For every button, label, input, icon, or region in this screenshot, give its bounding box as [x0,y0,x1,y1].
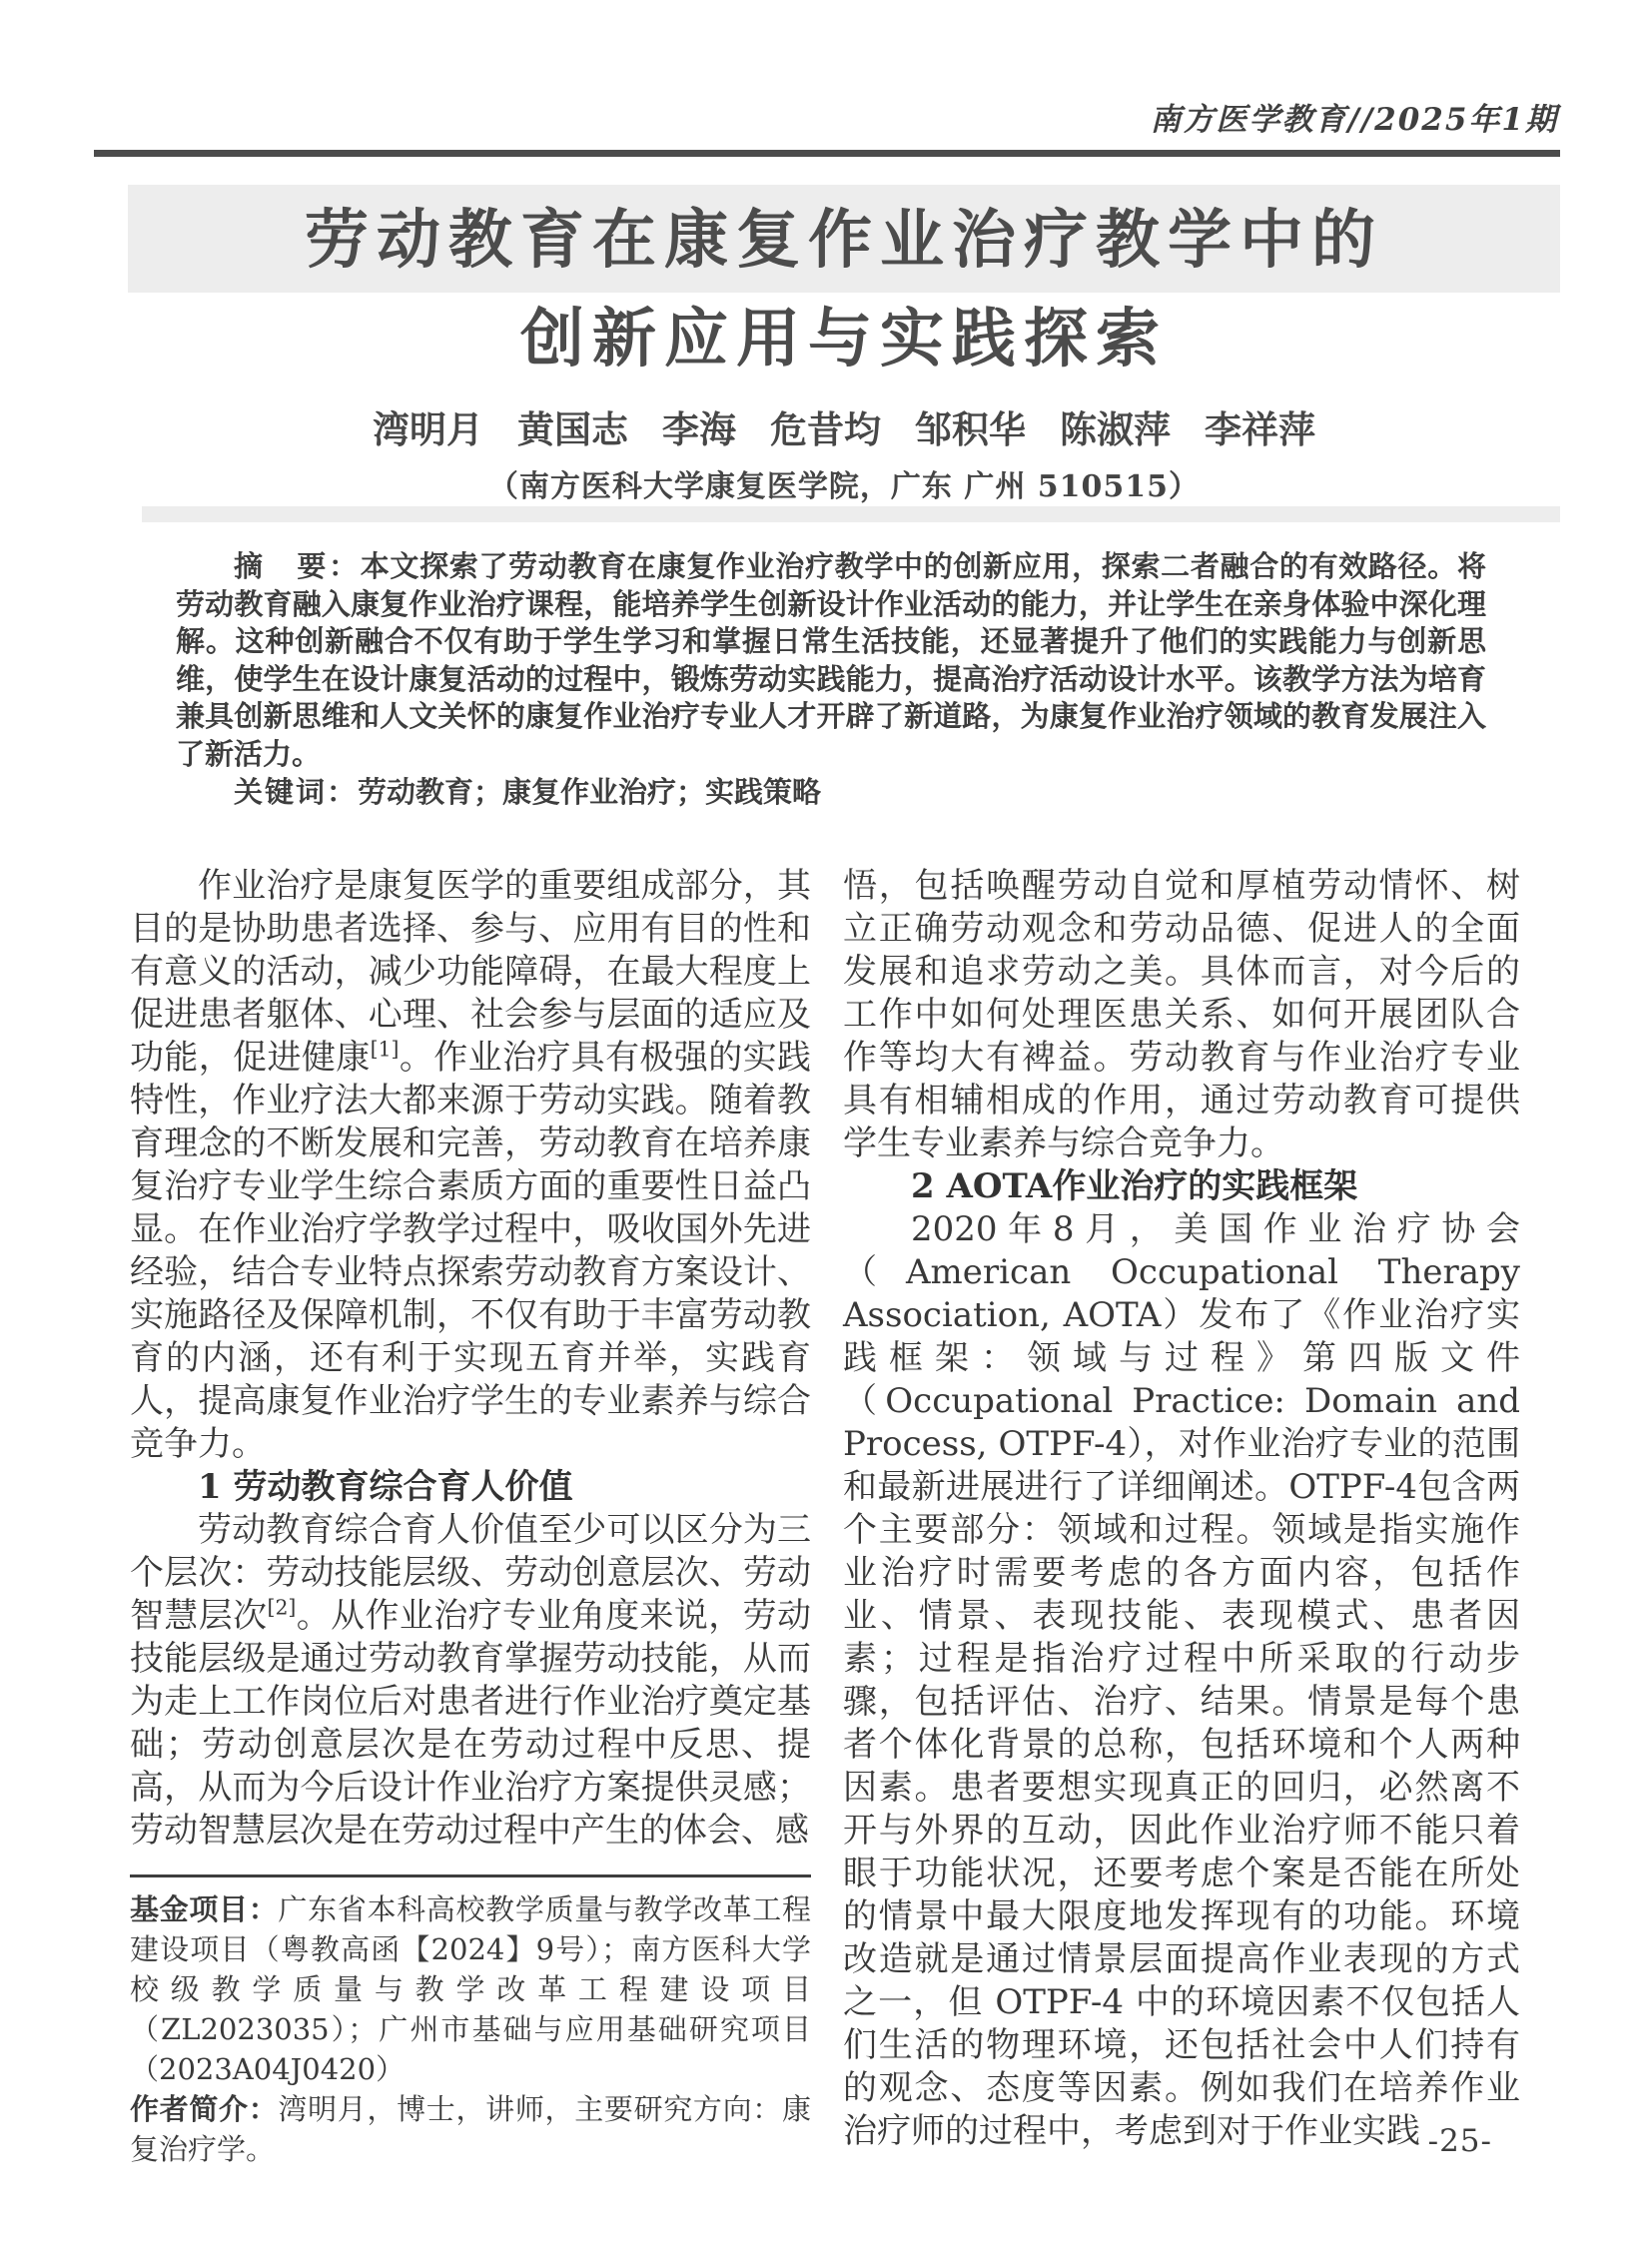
journal-header: 南方医学教育//2025年1期 [1150,102,1558,138]
author-bio-label: 作者简介： [130,2092,279,2126]
abstract-block [176,548,1486,811]
author-name: 陈淑萍 [1060,407,1171,451]
body-paragraph: 悟，包括唤醒劳动自觉和厚植劳动情怀、树立正确劳动观念和劳动品德、促进人的全面发展和追求劳动之美。具体而言，对今后的工作中如何处理医患关系、如何开展团队合作等均大有裨益。劳动教育与作业治疗专业具有相辅相成的作用，通过劳动教育可提供学生专业素养与综合竞争力。 [843,866,1520,1163]
author-name: 黄国志 [517,407,628,451]
funding-note [130,1889,811,2089]
author-name: 李祥萍 [1205,407,1315,451]
author-name: 湾明月 [373,407,483,451]
abstract-text: 本文探索了劳动教育在康复作业治疗教学中的创新应用，探索二者融合的有效路径。将劳动教育融入康复作业治疗课程，能培养学生创新设计作业活动的能力，并让学生在亲身体验中深化理解。这种创新融合不仅有助于学生学习和掌握日常生活技能，还显著提升了他们的实践能力与创新思维，使学生在设计康复活动的过程中，锻炼劳动实践能力，提高治疗活动设计水平。该教学方法为培育兼具创新思维和人文关怀的康复作业治疗专业人才开辟了新道路，为康复作业治疗领域的教育发展注入了新活力。 [176,549,1486,771]
author-list [128,399,1560,453]
body-paragraph: 作业治疗是康复医学的重要组成部分，其目的是协助患者选择、参与、应用有目的性和有意义的活动，减少功能障碍，在最大程度上促进患者躯体、心理、社会参与层面的适应及功能，促进健康[1]。作业治疗具有极强的实践特性，作业疗法大都来源于劳动实践。随着教育理念的不断发展和完善，劳动教育在培养康复治疗专业学生综合素质方面的重要性日益凸显。在作业治疗学教学过程中，吸收国外先进经验，结合专业特点探索劳动教育方案设计、实施路径及保障机制，不仅有助于丰富劳动教育的内涵，还有利于实现五育并举，实践育人，提高康复作业治疗学生的专业素养与综合竞争力。 [130,866,812,1464]
page-number: -25- [1427,2123,1492,2159]
affiliation: （南方医科大学康复医学院，广东 广州 510515） [487,469,1201,504]
title-band [128,185,1560,293]
left-column [130,865,811,1853]
article-title-line1: 劳动教育在康复作业治疗教学中的 [305,203,1383,278]
author-name: 邹积华 [915,407,1026,451]
keywords-text: 劳动教育；康复作业治疗；实践策略 [358,774,822,809]
right-column [843,865,1520,2153]
header-rule [94,150,1560,157]
author-name: 李海 [662,407,736,451]
article-title-line2: 创新应用与实践探索 [520,302,1168,376]
body-paragraph: 2020年8月，美国作业治疗协会（American Occupational Therapy Association, AOTA）发布了《作业治疗实践框架：领域与过程》第四版文件（Occupational Practice: Domain and Process, OTPF-4），对作业治疗专业的范围和最新进展进行了详细阐述。OTPF-4包含两个主要部分：领域和过程。领域是指实施作业治疗时需要考虑的各方面内容，包括作业、情景、表现技能、表现模式、患者因素；过程是指治疗过程中所采取的行动步骤，包括评估、治疗、结果。情景是每个患者个体化背景的总称，包括环境和个人两种因素。患者要想实现真正的回归，必然离不开与外界的互动，因此作业治疗师不能只着眼于功能状况，还要考虑个案是否能在所处的情景中最大限度地发挥现有的功能。环境改造就是通过情景层面提高作业表现的方式之一，但 OTPF-4 中的环境因素不仅包括人们生活的物理环境，还包括社会中人们持有的观念、态度等因素。例如我们在培养作业治疗师的过程中，考虑到对于作业实践 [843,1209,1520,2151]
body-paragraph: 劳动教育综合育人价值至少可以区分为三个层次：劳动技能层级、劳动创意层次、劳动智慧层次[2]。从作业治疗专业角度来说，劳动技能层级是通过劳动教育掌握劳动技能，从而为走上工作岗位后对患者进行作业治疗奠定基础；劳动创意层次是在劳动过程中反思、提高，从而为今后设计作业治疗方案提供灵感；劳动智慧层次是在劳动过程中产生的体会、感 [130,1510,812,1851]
section-heading: 1 劳动教育综合育人价值 [198,1467,573,1507]
author-name: 危昔均 [770,407,881,451]
author-bio-note [130,2089,811,2169]
funding-label: 基金项目： [130,1892,279,1926]
footnote-block [130,1874,811,2169]
author-bio-text: 湾明月，博士，讲师，主要研究方向：康复治疗学。 [130,2092,811,2166]
section-heading: 2 AOTA作业治疗的实践框架 [911,1166,1358,1206]
funding-text: 广东省本科高校教学质量与教学改革工程建设项目（粤教高函【2024】9号）；南方医科大学校级教学质量与教学改革工程建设项目（ZL2023035）；广州市基础与应用基础研究项目（2023A04J0420） [130,1892,811,2086]
divider-band [142,506,1560,522]
keywords-line [176,774,1486,812]
abstract-paragraph [176,548,1486,774]
keywords-label: 关键词： [234,774,359,809]
abstract-label: 摘 要： [234,549,361,583]
